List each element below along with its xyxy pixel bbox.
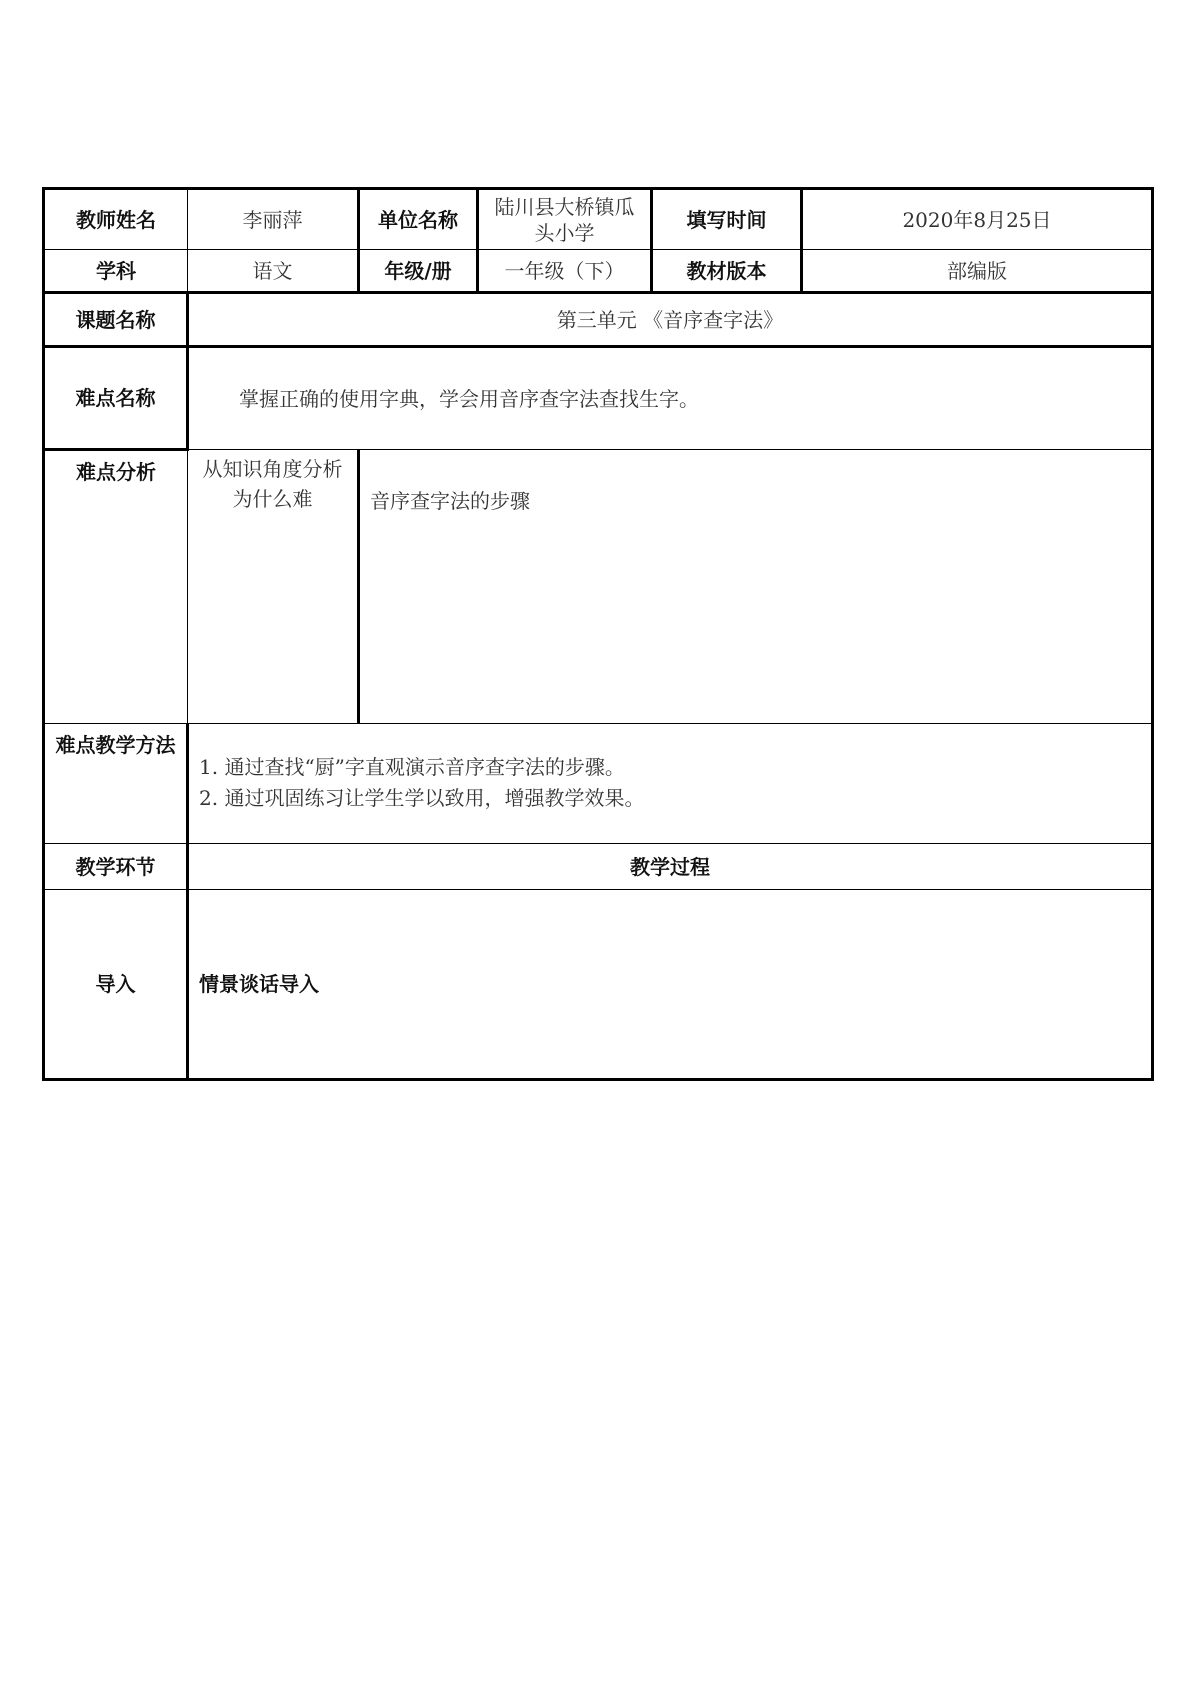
edition-value: 部编版: [802, 250, 1153, 293]
stage-intro: 导入: [44, 890, 188, 1080]
unit-label: 单位名称: [359, 189, 478, 250]
row-difficulty: [44, 347, 1153, 450]
unit-value: 陆川县大桥镇瓜头小学: [478, 189, 652, 250]
analysis-sub-label: 从知识角度分析为什么难: [188, 450, 359, 724]
stage-header: 教学环节: [44, 844, 188, 890]
method-item-2: 2. 通过巩固练习让学生学以致用，增强教学效果。: [199, 786, 645, 810]
difficulty-label: 难点名称: [44, 347, 188, 450]
row-intro: [44, 890, 1153, 1080]
method-item-1: 1. 通过查找“厨”字直观演示音序查字法的步骤。: [199, 755, 625, 779]
analysis-label: 难点分析: [44, 450, 188, 724]
edition-label: 教材版本: [652, 250, 802, 293]
process-header: 教学过程: [188, 844, 1153, 890]
lesson-plan-table: [42, 187, 1154, 1081]
row-method: [44, 724, 1153, 844]
row-topic: [44, 293, 1153, 347]
method-content: [188, 724, 1153, 844]
difficulty-value: 掌握正确的使用字典，学会用音序查字法查找生字。: [188, 347, 1153, 450]
topic-value: 第三单元 《音序查字法》: [188, 293, 1153, 347]
analysis-value: 音序查字法的步骤: [359, 450, 1153, 724]
row-subject: [44, 250, 1153, 293]
grade-value: 一年级（下）: [478, 250, 652, 293]
date-value: 2020年8月25日: [802, 189, 1153, 250]
teacher-label: 教师姓名: [44, 189, 188, 250]
method-label: 难点教学方法: [44, 724, 188, 844]
subject-value: 语文: [188, 250, 359, 293]
row-process-header: [44, 844, 1153, 890]
topic-label: 课题名称: [44, 293, 188, 347]
date-label: 填写时间: [652, 189, 802, 250]
subject-label: 学科: [44, 250, 188, 293]
row-analysis: [44, 450, 1153, 724]
row-teacher: [44, 189, 1153, 250]
teacher-value: 李丽萍: [188, 189, 359, 250]
intro-content: 情景谈话导入: [188, 890, 1153, 1080]
method-list: [189, 724, 1151, 814]
grade-label: 年级/册: [359, 250, 478, 293]
